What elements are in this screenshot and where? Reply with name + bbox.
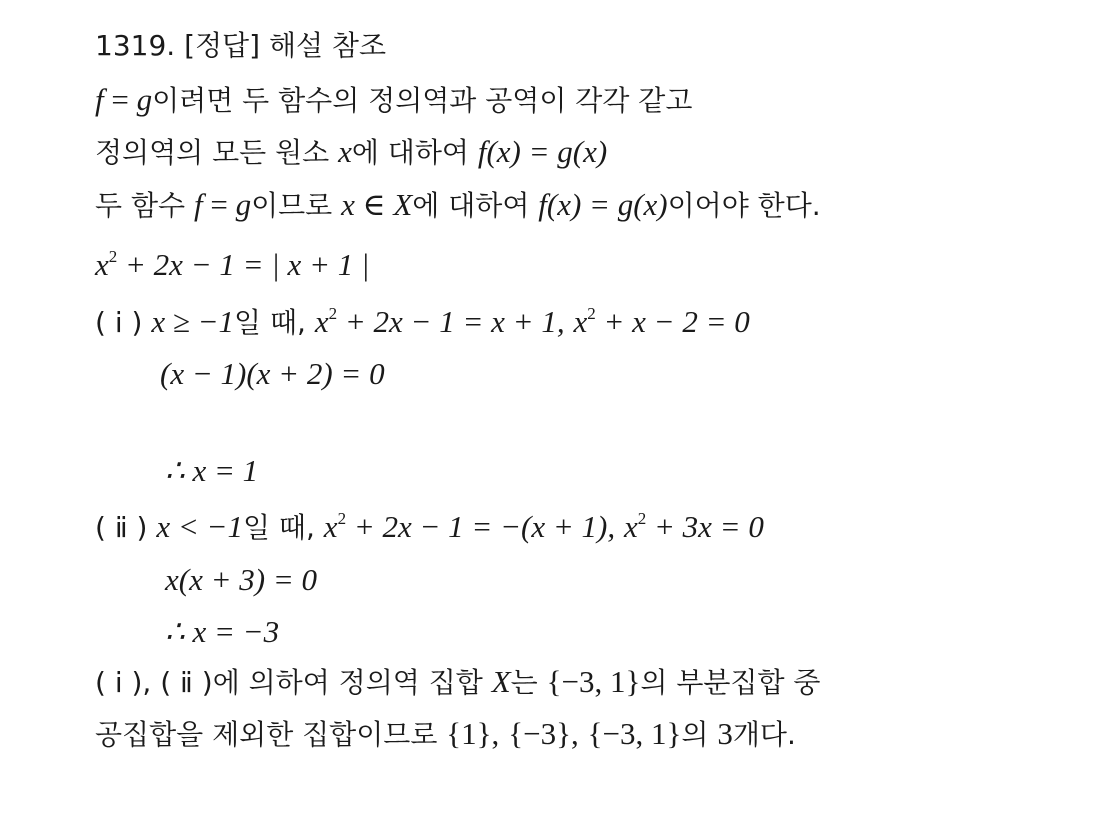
case-2-when: 일 때,: [242, 511, 315, 544]
final-text: 공집합을 제외한 집합이므로: [95, 718, 438, 751]
math-eq: =: [202, 187, 236, 222]
case-1-factored: (x − 1)(x + 2) = 0: [160, 356, 385, 391]
conclusion-text: ( ⅰ ), ( ⅱ )에 의하여 정의역 집합: [95, 666, 483, 699]
final-of: 의: [681, 718, 709, 751]
math-x: x: [573, 304, 588, 339]
exponent: 2: [328, 304, 338, 323]
math-eq: =: [103, 82, 137, 117]
case-1-result: [165, 451, 258, 492]
case-2-factored: x(x + 3) = 0: [165, 562, 318, 597]
math-g: g: [235, 187, 252, 222]
math-X: X: [491, 664, 511, 699]
math-x: x: [623, 509, 638, 544]
case-2-label: ( ⅱ ): [95, 511, 148, 544]
text-all-elements: 정의역의 모든 원소: [95, 136, 330, 169]
problem-heading: [95, 26, 386, 66]
case-2-line: [95, 507, 764, 548]
math-g: g: [136, 82, 153, 117]
main-equation: [95, 245, 370, 286]
set-all: {−3, 1}: [546, 664, 641, 699]
case-1-when: 일 때,: [234, 306, 306, 339]
case-1-solution: ∴ x = 1: [165, 453, 259, 488]
set-3: {−3, 1}: [587, 716, 682, 751]
math-f: f: [193, 187, 203, 222]
conclusion-line-2: [95, 714, 796, 755]
conclusion-line-1: [95, 662, 820, 703]
math-fx-eq-gx: f(x) = g(x): [477, 134, 608, 169]
condition-line-1: [95, 80, 692, 121]
exponent: 2: [587, 304, 596, 323]
math-X: X: [393, 187, 413, 222]
math-x: x: [338, 134, 352, 169]
case-2-equation-1: + 2x − 1 = −(x + 1),: [346, 509, 616, 544]
exponent: 2: [637, 509, 647, 528]
math-fx-eq-gx: f(x) = g(x): [538, 187, 668, 222]
text-two-functions: 두 함수: [95, 189, 186, 222]
answer-text: 해설 참조: [268, 29, 387, 62]
case-1-line: [95, 302, 750, 343]
set-2: {−3},: [508, 716, 579, 751]
final-end: 개다.: [732, 718, 796, 751]
count-value: 3: [717, 716, 733, 751]
case-2-factor: [165, 560, 317, 601]
text-condition: 이려면 두 함수의 정의역과 공역이 각각 같고: [152, 84, 693, 117]
text-for: 에 대하여: [412, 189, 530, 222]
case-1-condition: x ≥ −1: [151, 304, 235, 339]
problem-number: 1319.: [95, 29, 176, 62]
case-2-solution: ∴ x = −3: [165, 614, 280, 649]
case-1-equation-2: + x − 2 = 0: [595, 304, 750, 339]
math-in: ∈: [354, 187, 394, 222]
condition-line-2: [95, 132, 607, 173]
conclusion-topic: 는: [510, 666, 538, 699]
math-x: x: [323, 509, 338, 544]
math-f: f: [95, 82, 104, 117]
set-1: {1},: [446, 716, 500, 751]
text-therefore: 이므로: [251, 189, 333, 222]
math-x: x: [95, 247, 109, 282]
case-2-result: [165, 612, 279, 653]
exponent: 2: [337, 509, 347, 528]
conclusion-subsets: 의 부분집합 중: [640, 666, 821, 699]
case-1-factor: [160, 354, 385, 395]
answer-label: [정답]: [184, 29, 261, 62]
case-1-label: ( ⅰ ): [95, 306, 143, 339]
case-2-condition: x < −1: [156, 509, 243, 544]
exponent: 2: [108, 247, 118, 266]
case-2-equation-2: + 3x = 0: [646, 509, 764, 544]
text-for: 에 대하여: [351, 136, 469, 169]
math-x: x: [341, 187, 355, 222]
case-1-equation-1: + 2x − 1 = x + 1,: [337, 304, 565, 339]
math-x: x: [314, 304, 329, 339]
condition-line-3: [95, 185, 821, 226]
text-must-be: 이어야 한다.: [667, 189, 821, 222]
math-equation-rhs: + 2x − 1 = | x + 1 |: [117, 247, 370, 282]
